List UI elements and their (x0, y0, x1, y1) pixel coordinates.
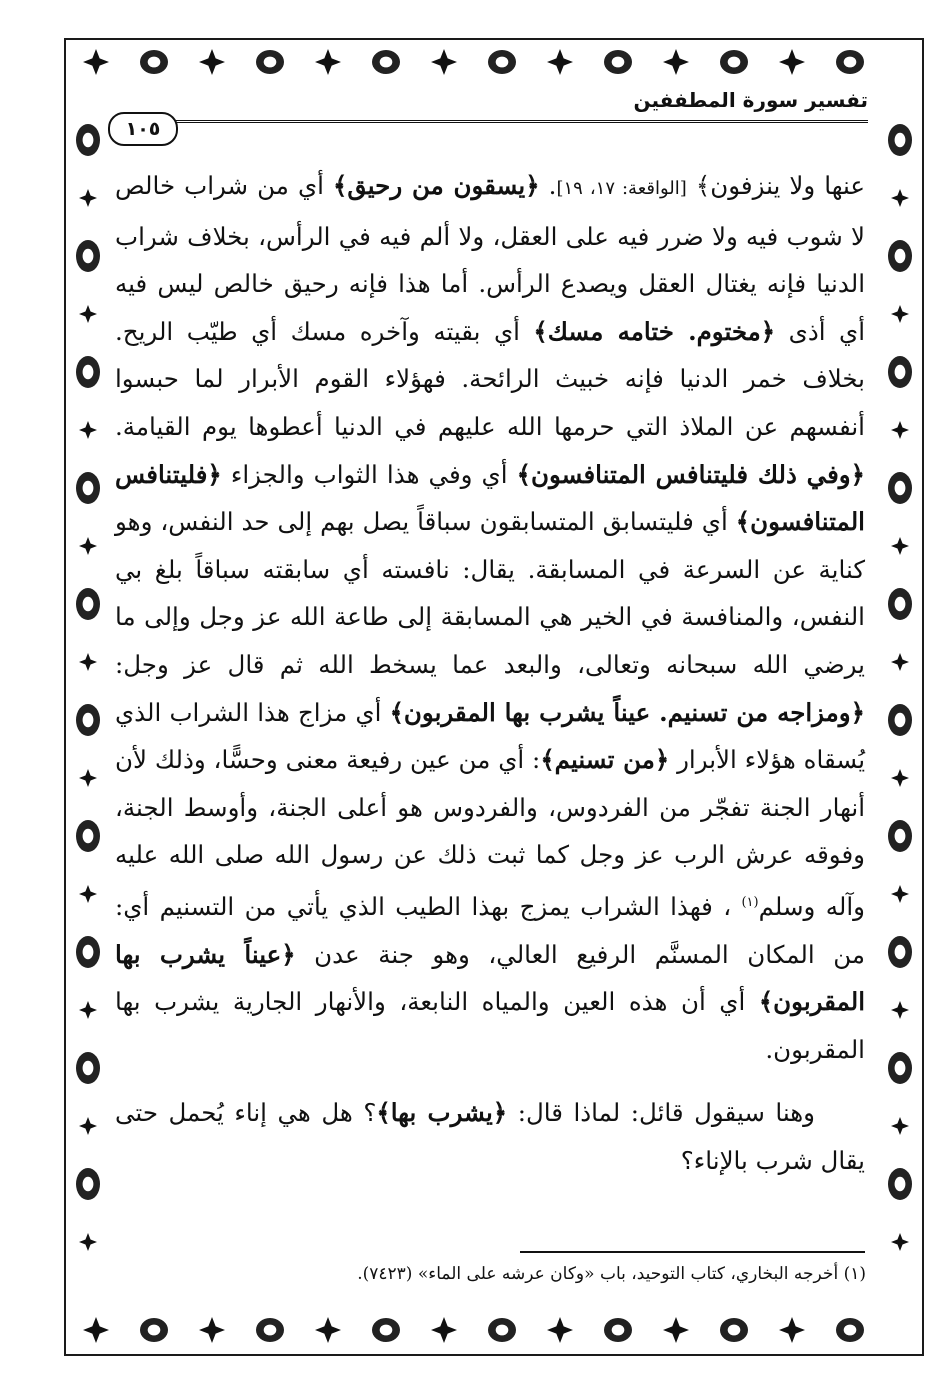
ornament-motifs (878, 40, 922, 1354)
ornament-motifs (66, 1296, 922, 1354)
quran-quote: ﴿ومزاجه من تسنيم. عيناً يشرب بها المقربون﴾ (389, 697, 865, 727)
running-title: تفسير سورة المطففين (633, 88, 868, 112)
paragraph (115, 162, 865, 1073)
footnote-rule (520, 1251, 865, 1253)
text-run: : أي من عين رفيعة معنى وحسًّا، وذلك لأن أنهار الجنة تفجّر من الفردوس، والفردوس هو أعلى الجنة، وأوسط الجنة، وفوقه عرش الرب عز وجل كما ثبت ذلك عن رسول الله صلى الله عليه وآله وسلم (115, 745, 865, 922)
quran-quote: ﴿يشرب بها﴾ (376, 1098, 508, 1128)
text-run: أي أن هذه العين والمياه النابعة، والأنهار الجارية يشرب بها المقربون. (115, 987, 865, 1064)
verse-reference: [الواقعة: ١٧، ١٩] (556, 178, 687, 199)
text-run: ، فهذا الشراب يمزج بهذا الطيب الذي يأتي من التسنيم أي: من المكان المسنَّم الرفيع العالي، وهو جنة عدن (115, 892, 866, 969)
header-rule (118, 120, 868, 123)
page-number: ١٠٥ (108, 112, 178, 146)
footnote: (١) أخرجه البخاري، كتاب التوحيد، باب «وكان عرشه على الماء» (٧٤٢٣). (357, 1264, 866, 1284)
quran-quote: ﴿يسقون من رحيق﴾ (333, 171, 540, 200)
body-text (115, 162, 865, 1185)
text-run: أي فليتسابق المتسابقون سباقاً يصل بهم إلى حد النفس، وهو كناية عن السرعة في المسابقة. يقال: نافسته أي سابقته سباقاً بلغ بي النفس، والمنافسة في الخير هي المسابقة إلى طاعة الله عز وجل وإلى ما يرضي الله سبحانه وتعالى، والبعد عما يسخط الله ثم قال عز وجل: (115, 507, 865, 679)
ornament-border-bottom (66, 1296, 922, 1354)
quran-quote: ﴿مختوم. ختامه مسك﴾ (533, 316, 776, 346)
text-run: ؟ هل هي إناء يُحمل حتى يقال شرب بالإناء؟ (115, 1098, 865, 1176)
text-run: وهنا سيقول قائل: لماذا قال: (507, 1098, 816, 1128)
paragraph (115, 1089, 865, 1184)
quran-quote: ﴿عيناً يشرب بها المقربون﴾ (115, 939, 865, 1017)
text-run: عنها ولا ينزفون﴾ (686, 171, 866, 200)
text-run: أي من شراب خالص لا شوب فيه ولا ضرر فيه على العقل، ولا ألم فيه في الرأس، بخلاف شراب الدنيا فإنه يغتال العقل ويصدع الرأس. أما هذا فإنه رحيق خالص ليس فيه أي أذى (115, 171, 865, 346)
text-run: . (539, 171, 557, 200)
quran-quote: ﴿من تسنيم﴾ (540, 745, 670, 775)
ornament-border-left (66, 40, 110, 1354)
ornament-motifs (66, 40, 110, 1354)
text-run: أي وفي هذا الثواب والجزاء (221, 459, 517, 489)
footnote-marker: (١) (741, 894, 759, 910)
text-run: أي مزاج هذا الشراب الذي يُسقاه هؤلاء الأبرار (115, 697, 866, 775)
text-run: أي بقيته وآخره مسك أي طيّب الريح. بخلاف خمر الدنيا فإنه خبيث الرائحة. فهؤلاء القوم الأبرار لما حبسوا أنفسهم عن الملاذ التي حرمها الله عليهم في الدنيا أعطوها يوم القيامة. (115, 316, 865, 441)
quran-quote: ﴿وفي ذلك فليتنافس المتنافسون﴾ (516, 459, 865, 489)
quran-quote: ﴿فليتنافس المتنافسون﴾ (115, 459, 865, 537)
ornament-border-right (878, 40, 922, 1354)
